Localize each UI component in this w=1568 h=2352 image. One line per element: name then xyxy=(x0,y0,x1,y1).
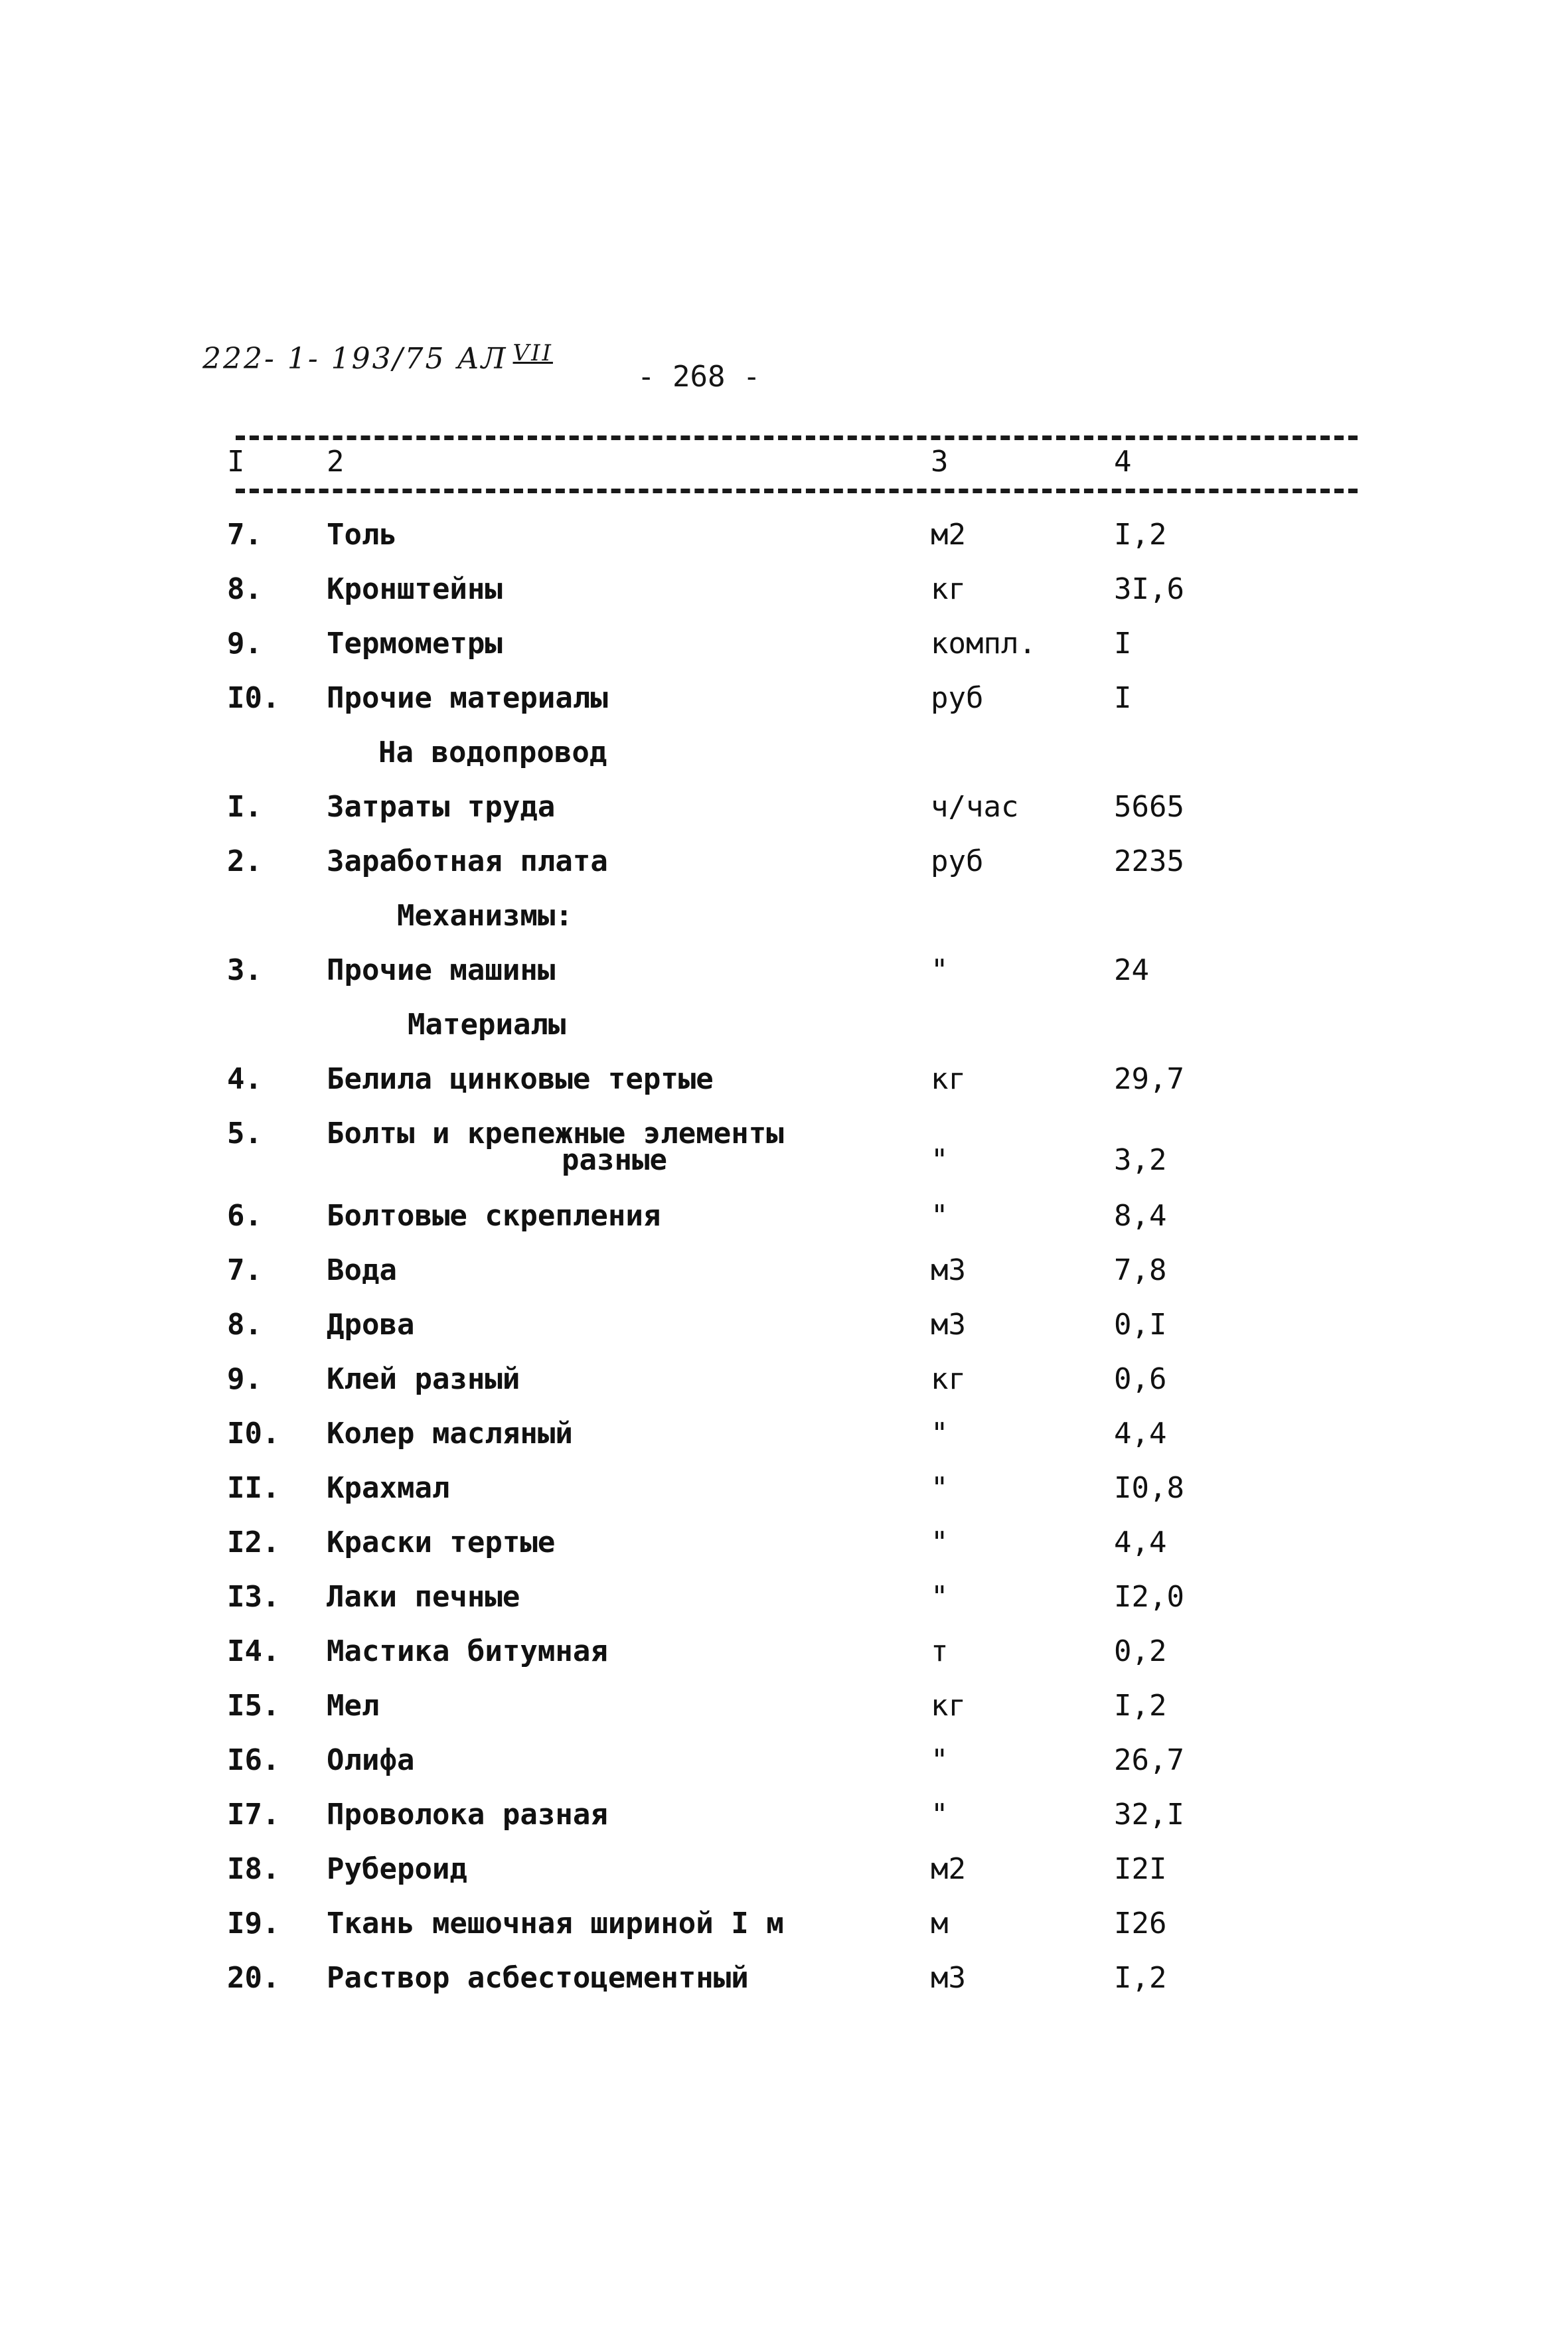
unit-of-measure: " xyxy=(931,1798,949,1832)
material-name: Краски тертые xyxy=(327,1526,556,1559)
quantity: I26 xyxy=(1114,1907,1167,1940)
table-row xyxy=(0,518,1568,572)
unit-of-measure: кг xyxy=(931,1689,966,1723)
page-number: - 268 - xyxy=(637,360,761,394)
unit-of-measure: " xyxy=(931,1526,949,1559)
material-name: Мастика битумная xyxy=(327,1634,608,1668)
table-row xyxy=(0,953,1568,1008)
material-name: Затраты труда xyxy=(327,790,556,824)
album-label: АЛ xyxy=(457,342,508,376)
material-name: Колер масляный xyxy=(327,1417,573,1450)
quantity: 4,4 xyxy=(1114,1526,1167,1559)
unit-of-measure: кг xyxy=(931,1062,966,1096)
quantity: 32,I xyxy=(1114,1798,1184,1832)
table-row xyxy=(0,1471,1568,1526)
material-name: Прочие машины xyxy=(327,953,556,987)
table-row xyxy=(0,1743,1568,1798)
unit-of-measure: м2 xyxy=(931,518,966,552)
material-name: Рубероид xyxy=(327,1852,467,1886)
row-number: 9. xyxy=(227,627,262,661)
column-header-4: 4 xyxy=(1114,445,1132,479)
section-title: Материалы xyxy=(408,1008,566,1042)
unit-of-measure: " xyxy=(931,1417,949,1450)
row-number: 7. xyxy=(227,518,262,552)
unit-of-measure: руб xyxy=(931,681,984,715)
quantity: I xyxy=(1114,681,1132,715)
row-number: I7. xyxy=(227,1798,280,1832)
table-row xyxy=(0,1907,1568,1961)
section-heading-row xyxy=(0,1008,1568,1062)
section-heading-row xyxy=(0,899,1568,953)
table-row xyxy=(0,1253,1568,1308)
unit-of-measure: ч/час xyxy=(931,790,1019,824)
row-number: I4. xyxy=(227,1634,280,1668)
material-name: Болтовые скрепления xyxy=(327,1199,661,1233)
material-name: Заработная плата xyxy=(327,844,608,878)
quantity: 3,2 xyxy=(1114,1143,1167,1177)
row-number: I3. xyxy=(227,1580,280,1614)
row-number: 8. xyxy=(227,572,262,606)
quantity: 5665 xyxy=(1114,790,1184,824)
column-header-3: 3 xyxy=(931,445,949,479)
quantity: I,2 xyxy=(1114,518,1167,552)
row-number: 20. xyxy=(227,1961,280,1995)
row-number: I9. xyxy=(227,1907,280,1940)
row-number: I5. xyxy=(227,1689,280,1723)
album-roman-number: VII xyxy=(512,340,553,366)
document-code xyxy=(202,340,553,376)
material-name: Вода xyxy=(327,1253,397,1287)
table-header-rule xyxy=(236,489,1358,493)
row-number: 5. xyxy=(227,1117,262,1150)
quantity: I2,0 xyxy=(1114,1580,1184,1614)
unit-of-measure: " xyxy=(931,1580,949,1614)
unit-of-measure: м3 xyxy=(931,1253,966,1287)
material-name: Термометры xyxy=(327,627,503,661)
row-number: I. xyxy=(227,790,262,824)
page-header xyxy=(0,0,1568,425)
material-name: Толь xyxy=(327,518,397,552)
material-name: Кронштейны xyxy=(327,572,503,606)
row-number: 7. xyxy=(227,1253,262,1287)
unit-of-measure: кг xyxy=(931,1362,966,1396)
material-name: Ткань мешочная шириной I м xyxy=(327,1907,784,1940)
table-row xyxy=(0,572,1568,627)
table-row xyxy=(0,844,1568,899)
material-name: Дрова xyxy=(327,1308,415,1342)
unit-of-measure: м3 xyxy=(931,1961,966,1995)
unit-of-measure: кг xyxy=(931,572,966,606)
quantity: 7,8 xyxy=(1114,1253,1167,1287)
quantity: I0,8 xyxy=(1114,1471,1184,1505)
material-name: Болты и крепежные элементы xyxy=(327,1117,784,1150)
quantity: 0,2 xyxy=(1114,1634,1167,1668)
row-number: 2. xyxy=(227,844,262,878)
row-number: I8. xyxy=(227,1852,280,1886)
row-number: II. xyxy=(227,1471,280,1505)
quantity: 29,7 xyxy=(1114,1062,1184,1096)
unit-of-measure: руб xyxy=(931,844,984,878)
materials-table xyxy=(0,425,1568,2058)
unit-of-measure: компл. xyxy=(931,627,1036,661)
table-row xyxy=(0,1689,1568,1743)
material-name: Крахмал xyxy=(327,1471,450,1505)
table-row xyxy=(0,1961,1568,2015)
table-row xyxy=(0,1798,1568,1852)
unit-of-measure: м xyxy=(931,1907,949,1940)
row-number: 8. xyxy=(227,1308,262,1342)
quantity: I2I xyxy=(1114,1852,1167,1886)
table-row xyxy=(0,1117,1568,1199)
unit-of-measure: м2 xyxy=(931,1852,966,1886)
quantity: I xyxy=(1114,627,1132,661)
row-number: 4. xyxy=(227,1062,262,1096)
table-row xyxy=(0,1062,1568,1117)
section-title: На водопровод xyxy=(378,736,607,769)
table-row xyxy=(0,1852,1568,1907)
material-name: Белила цинковые тертые xyxy=(327,1062,714,1096)
quantity: 4,4 xyxy=(1114,1417,1167,1450)
table-row xyxy=(0,1362,1568,1417)
quantity: 8,4 xyxy=(1114,1199,1167,1233)
unit-of-measure: " xyxy=(931,1471,949,1505)
material-name: Прочие материалы xyxy=(327,681,608,715)
material-name-continuation: разные xyxy=(562,1143,667,1177)
row-number: I2. xyxy=(227,1526,280,1559)
unit-of-measure: " xyxy=(931,1143,949,1177)
material-name: Клей разный xyxy=(327,1362,520,1396)
row-number: I6. xyxy=(227,1743,280,1777)
material-name: Лаки печные xyxy=(327,1580,520,1614)
table-row xyxy=(0,1308,1568,1362)
quantity: I,2 xyxy=(1114,1961,1167,1995)
table-row xyxy=(0,1417,1568,1471)
section-title: Механизмы: xyxy=(397,899,573,933)
quantity: 0,I xyxy=(1114,1308,1167,1342)
material-name: Олифа xyxy=(327,1743,415,1777)
quantity: 24 xyxy=(1114,953,1149,987)
table-row xyxy=(0,1634,1568,1689)
table-row xyxy=(0,1199,1568,1253)
material-name: Раствор асбестоцементный xyxy=(327,1961,749,1995)
column-header-2: 2 xyxy=(327,445,345,479)
table-row xyxy=(0,627,1568,681)
column-header-1: I xyxy=(227,445,245,479)
row-number: 3. xyxy=(227,953,262,987)
table-row xyxy=(0,790,1568,844)
unit-of-measure: " xyxy=(931,953,949,987)
row-number: 9. xyxy=(227,1362,262,1396)
material-name: Мел xyxy=(327,1689,380,1723)
unit-of-measure: м3 xyxy=(931,1308,966,1342)
row-number: 6. xyxy=(227,1199,262,1233)
table-body xyxy=(0,518,1568,2015)
row-number: I0. xyxy=(227,1417,280,1450)
document-number: 222- 1- 193/75 xyxy=(202,342,446,376)
table-top-rule xyxy=(236,435,1358,440)
quantity: 0,6 xyxy=(1114,1362,1167,1396)
table-row xyxy=(0,1526,1568,1580)
table-row xyxy=(0,1580,1568,1634)
section-heading-row xyxy=(0,736,1568,790)
unit-of-measure: т xyxy=(931,1634,949,1668)
table-row xyxy=(0,681,1568,736)
unit-of-measure: " xyxy=(931,1743,949,1777)
quantity: I,2 xyxy=(1114,1689,1167,1723)
material-name: Проволока разная xyxy=(327,1798,608,1832)
quantity: 3I,6 xyxy=(1114,572,1184,606)
unit-of-measure: " xyxy=(931,1199,949,1233)
row-number: I0. xyxy=(227,681,280,715)
quantity: 2235 xyxy=(1114,844,1184,878)
quantity: 26,7 xyxy=(1114,1743,1184,1777)
